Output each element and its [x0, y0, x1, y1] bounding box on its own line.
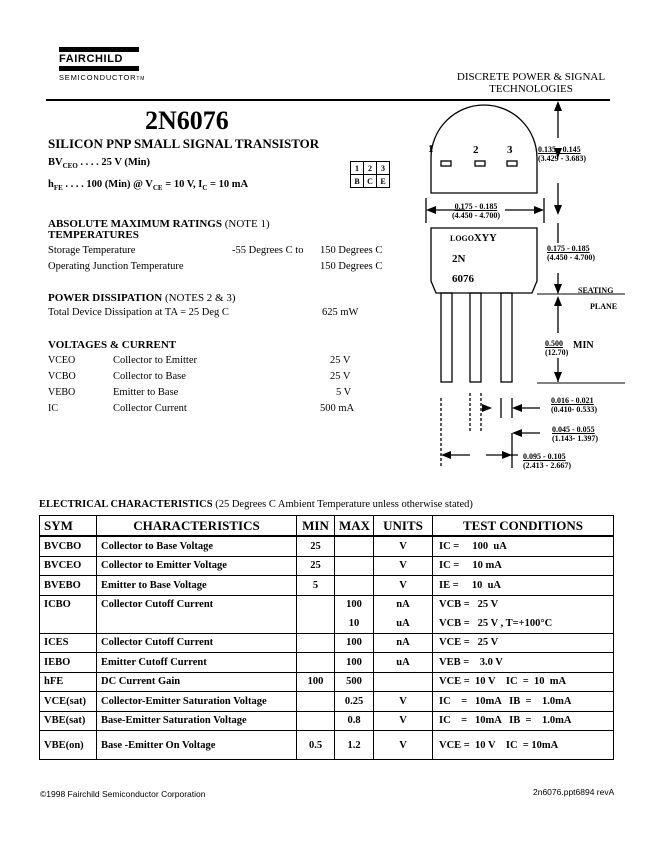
cell-min	[297, 595, 335, 614]
pin-letter: E	[377, 175, 390, 188]
table-row	[40, 653, 614, 673]
table-row	[40, 692, 614, 712]
cell-symbol: IEBO	[40, 653, 97, 673]
logo-subtitle: SEMICONDUCTORTM	[59, 73, 146, 82]
abs-max-heading: ABSOLUTE MAXIMUM RATINGS (NOTE 1) TEMPERATURES	[48, 218, 270, 241]
lead	[470, 293, 481, 382]
table-row	[40, 576, 614, 596]
dim-arrowhead	[441, 451, 451, 459]
electrical-characteristics-table	[39, 515, 614, 760]
cell-symbol: hFE	[40, 672, 97, 692]
pin-pad	[475, 161, 485, 166]
cell-max	[335, 556, 374, 576]
cell-symbol: VBE(sat)	[40, 711, 97, 731]
power-label: Total Device Dissipation at TA = 25 Deg C	[48, 307, 229, 318]
cell-test-condition: IC = 100 uA	[433, 536, 614, 556]
lead	[501, 293, 512, 382]
cell-min	[297, 653, 335, 673]
pin-number: 2	[364, 162, 377, 175]
cell-characteristic: DC Current Gain	[97, 672, 297, 692]
part-number: 2N6076	[145, 106, 229, 135]
dim-lead-span: 0.095 - 0.105 (2.413 - 2.667)	[523, 452, 571, 470]
pkg-pin-label: 2	[473, 144, 479, 156]
table-row	[40, 595, 614, 614]
cell-units: V	[374, 556, 433, 576]
cell-min	[297, 692, 335, 712]
voltages-heading: VOLTAGES & CURRENT	[48, 339, 177, 351]
col-header: CHARACTERISTICS	[97, 516, 297, 537]
seating-label: SEATING	[578, 286, 614, 295]
cell-test-condition: VCE = 25 V	[433, 633, 614, 653]
spec-bvceo: $BV_{CEO}$ . . . . 25 V (Min)	[48, 157, 151, 171]
cell-units: V	[374, 576, 433, 596]
cell-max	[335, 576, 374, 596]
cell-test-condition: VCB = 25 V	[433, 595, 614, 614]
pkg-pin-label: 3	[507, 144, 513, 156]
dim-lead-min: MIN	[573, 340, 594, 351]
cell-min: 25	[297, 536, 335, 556]
cell-units: V	[374, 731, 433, 760]
cell-max: 10	[335, 614, 374, 633]
cell-test-condition: VCE = 10 V IC = 10 mA	[433, 672, 614, 692]
header-category: DISCRETE POWER & SIGNAL TECHNOLOGIES	[456, 71, 606, 95]
cell-min: 0.5	[297, 731, 335, 760]
table-row	[40, 536, 614, 556]
cell-characteristic	[97, 614, 297, 633]
table-header-row	[40, 516, 614, 537]
cell-test-condition: IC = 10mA IB = 1.0mA	[433, 692, 614, 712]
cell-symbol: BVCEO	[40, 556, 97, 576]
dim-arrowhead	[554, 205, 562, 215]
cell-test-condition: IC = 10 mA	[433, 556, 614, 576]
dim-arrowhead	[502, 451, 512, 459]
cell-max	[335, 536, 374, 556]
cell-symbol: VBE(on)	[40, 731, 97, 760]
dim-arrowhead	[482, 404, 492, 412]
logo-wordmark: FAIRCHILD	[59, 53, 124, 65]
col-header: MAX	[335, 516, 374, 537]
junction-temp-label: Operating Junction Temperature	[48, 261, 184, 272]
rating-value: 25 V	[330, 355, 351, 366]
pin-pad	[441, 161, 451, 166]
rating-value: 25 V	[330, 371, 351, 382]
cell-max: 100	[335, 595, 374, 614]
storage-temp-label: Storage Temperature	[48, 245, 136, 256]
pin-number: 3	[377, 162, 390, 175]
junction-temp-max: 150 Degrees C	[320, 261, 383, 272]
dim-top-height: 0.135 - 0.145 (3.429 - 3.683)	[538, 145, 586, 163]
rating-desc: Collector Current	[113, 403, 187, 414]
pin-letter: B	[351, 175, 364, 188]
cell-max: 1.2	[335, 731, 374, 760]
col-header: UNITS	[374, 516, 433, 537]
package-top-outline	[431, 105, 537, 193]
rating-symbol: VCEO	[48, 355, 76, 366]
cell-min: 100	[297, 672, 335, 692]
plane-label: PLANE	[590, 302, 618, 311]
table-row	[40, 672, 614, 692]
spec-hfe: $h_{FE}$ . . . . 100 (Min) @ $V_{CE} = 10$ V, $I_C = 10$ mA	[48, 179, 249, 193]
col-header: TEST CONDITIONS	[433, 516, 614, 537]
pin-number: 1	[351, 162, 364, 175]
rating-desc: Collector to Emitter	[113, 355, 197, 366]
dim-arrowhead	[512, 429, 522, 437]
cell-units: V	[374, 711, 433, 731]
rating-symbol: VEBO	[48, 387, 76, 398]
cell-characteristic: Base -Emitter On Voltage	[97, 731, 297, 760]
cell-max: 0.25	[335, 692, 374, 712]
dim-lead-length: 0.500 (12.70)	[545, 339, 569, 357]
cell-symbol	[40, 614, 97, 633]
cell-characteristic: Collector-Emitter Saturation Voltage	[97, 692, 297, 712]
rating-value: 5 V	[336, 387, 352, 398]
cell-min	[297, 711, 335, 731]
cell-max: 0.8	[335, 711, 374, 731]
storage-temp-max: 150 Degrees C	[320, 245, 383, 256]
lead	[441, 293, 452, 382]
dim-arrowhead	[554, 296, 562, 306]
col-header: SYM	[40, 516, 97, 537]
cell-units: nA	[374, 633, 433, 653]
cell-characteristic: Emitter to Base Voltage	[97, 576, 297, 596]
cell-symbol: BVEBO	[40, 576, 97, 596]
marking-logo: LOGOXYY	[450, 233, 497, 244]
cell-min	[297, 633, 335, 653]
col-header: MIN	[297, 516, 335, 537]
cell-max: 500	[335, 672, 374, 692]
cell-test-condition: VCB = 25 V , T=+100°C	[433, 614, 614, 633]
cell-symbol: BVCBO	[40, 536, 97, 556]
logo-bar-top	[59, 47, 139, 52]
storage-temp-min: -55 Degrees C to	[232, 245, 304, 256]
cell-characteristic: Collector to Base Voltage	[97, 536, 297, 556]
table-row	[40, 731, 614, 760]
dim-top-width: 0.175 - 0.185 (4.450 - 4.700)	[452, 202, 500, 220]
cell-max: 100	[335, 653, 374, 673]
cell-characteristic: Collector to Emitter Voltage	[97, 556, 297, 576]
cell-characteristic: Collector Cutoff Current	[97, 595, 297, 614]
pin-assignment-table	[350, 161, 390, 188]
cell-test-condition: VEB = 3.0 V	[433, 653, 614, 673]
table-row	[40, 633, 614, 653]
dim-lead-pitch: 0.045 - 0.055 (1.143- 1.397)	[552, 425, 598, 443]
rating-symbol: IC	[48, 403, 58, 414]
cell-characteristic: Collector Cutoff Current	[97, 633, 297, 653]
cell-test-condition: VCE = 10 V IC = 10mA	[433, 731, 614, 760]
pin-letter: C	[364, 175, 377, 188]
cell-units: nA	[374, 595, 433, 614]
dim-arrowhead	[554, 372, 562, 382]
dim-arrowhead	[554, 284, 562, 294]
cell-characteristic: Base-Emitter Saturation Voltage	[97, 711, 297, 731]
cell-test-condition: IE = 10 uA	[433, 576, 614, 596]
power-heading: POWER DISSIPATION (NOTES 2 & 3)	[48, 292, 236, 304]
pkg-pin-label: 1	[428, 143, 434, 155]
table-row	[40, 556, 614, 576]
dim-arrowhead	[534, 206, 544, 214]
logo-bar-bottom	[59, 66, 139, 71]
marking-6076: 6076	[452, 273, 474, 285]
elec-title: ELECTRICAL CHARACTERISTICS (25 Degrees C Ambient Temperature unless otherwise stated)	[39, 499, 473, 510]
cell-units: V	[374, 536, 433, 556]
cell-units	[374, 672, 433, 692]
cell-symbol: ICES	[40, 633, 97, 653]
pin-pad	[507, 161, 517, 166]
rating-desc: Emitter to Base	[113, 387, 179, 398]
cell-symbol: ICBO	[40, 595, 97, 614]
cell-min: 25	[297, 556, 335, 576]
dim-arrowhead	[512, 404, 522, 412]
rating-desc: Collector to Base	[113, 371, 186, 382]
cell-test-condition: IC = 10mA IB = 1.0mA	[433, 711, 614, 731]
cell-characteristic: Emitter Cutoff Current	[97, 653, 297, 673]
dim-arrowhead	[554, 101, 562, 111]
cell-units: V	[374, 692, 433, 712]
rating-symbol: VCBO	[48, 371, 76, 382]
footer-docid: 2n6076.ppt6894 revA	[533, 787, 615, 797]
cell-min	[297, 614, 335, 633]
rating-value: 500 mA	[320, 403, 355, 414]
dim-lead-width: 0.016 - 0.021 (0.410- 0.533)	[551, 396, 597, 414]
dim-body-height: 0.175 - 0.185 (4.450 - 4.700)	[547, 244, 595, 262]
footer-copyright: ©1998 Fairchild Semiconductor Corporation	[40, 789, 206, 799]
marking-2n: 2N	[452, 253, 466, 265]
table-row	[40, 711, 614, 731]
cell-max: 100	[335, 633, 374, 653]
cell-units: uA	[374, 653, 433, 673]
power-value: 625 mW	[322, 307, 359, 318]
cell-symbol: VCE(sat)	[40, 692, 97, 712]
part-subtitle: SILICON PNP SMALL SIGNAL TRANSISTOR	[48, 136, 320, 151]
table-row	[40, 614, 614, 633]
dim-arrowhead	[426, 206, 436, 214]
cell-units: uA	[374, 614, 433, 633]
cell-min: 5	[297, 576, 335, 596]
